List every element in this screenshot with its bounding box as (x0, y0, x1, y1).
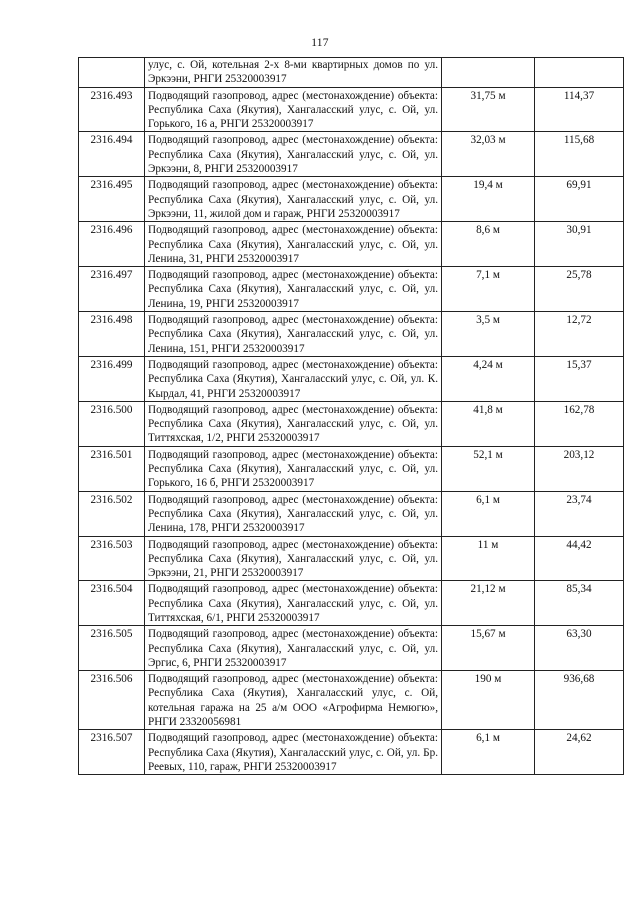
cell-length: 52,1 м (442, 446, 535, 491)
cell-description: Подводящий газопровод, адрес (местонахождение) объекта: Республика Саха (Якутия), Хангаласский улус, с. Ой, ул. К. Кырдал, 41, РНГИ 25320003917 (145, 356, 442, 401)
cell-length: 19,4 м (442, 177, 535, 222)
table-row (79, 671, 624, 730)
cell-description: улус, с. Ой, котельная 2-х 8-ми квартирных домов по ул. Эркээни, РНГИ 25320003917 (145, 58, 442, 88)
cell-id: 2316.498 (79, 312, 145, 357)
cell-value: 25,78 (535, 267, 624, 312)
table-row (79, 730, 624, 775)
cell-value: 162,78 (535, 401, 624, 446)
cell-description: Подводящий газопровод, адрес (местонахождение) объекта: Республика Саха (Якутия), Хангаласский улус, с. Ой, ул. Ленина, 19, РНГИ 25320003917 (145, 267, 442, 312)
cell-length: 3,5 м (442, 312, 535, 357)
cell-description: Подводящий газопровод, адрес (местонахождение) объекта: Республика Саха (Якутия), Хангаласский улус, с. Ой, ул. Ленина, 151, РНГИ 25320003917 (145, 312, 442, 357)
cell-length: 7,1 м (442, 267, 535, 312)
cell-id: 2316.493 (79, 87, 145, 132)
cell-description: Подводящий газопровод, адрес (местонахождение) объекта: Республика Саха (Якутия), Хангаласский улус, с. Ой, ул. Эргис, 6, РНГИ 25320003917 (145, 626, 442, 671)
cell-value: 30,91 (535, 222, 624, 267)
cell-id: 2316.505 (79, 626, 145, 671)
cell-id: 2316.502 (79, 491, 145, 536)
cell-value: 63,30 (535, 626, 624, 671)
cell-value: 12,72 (535, 312, 624, 357)
table-row (79, 132, 624, 177)
cell-id: 2316.503 (79, 536, 145, 581)
table-row (79, 222, 624, 267)
cell-length: 21,12 м (442, 581, 535, 626)
cell-id: 2316.496 (79, 222, 145, 267)
cell-description: Подводящий газопровод, адрес (местонахождение) объекта: Республика Саха (Якутия), Хангаласский улус, с. Ой, ул. Эркээни, 8, РНГИ 25320003917 (145, 132, 442, 177)
table-row (79, 581, 624, 626)
page-number: 117 (311, 37, 329, 49)
cell-length: 15,67 м (442, 626, 535, 671)
cell-length: 31,75 м (442, 87, 535, 132)
cell-description: Подводящий газопровод, адрес (местонахождение) объекта: Республика Саха (Якутия), Хангаласский улус, с. Ой, ул. Титтяхская, 6/1, РНГИ 25320003917 (145, 581, 442, 626)
cell-value: 23,74 (535, 491, 624, 536)
cell-length: 6,1 м (442, 730, 535, 775)
cell-value: 203,12 (535, 446, 624, 491)
cell-value: 114,37 (535, 87, 624, 132)
table-row (79, 626, 624, 671)
cell-value: 15,37 (535, 356, 624, 401)
asset-registry-table (78, 57, 624, 775)
cell-id: 2316.497 (79, 267, 145, 312)
cell-id: 2316.501 (79, 446, 145, 491)
cell-value: 24,62 (535, 730, 624, 775)
cell-description: Подводящий газопровод, адрес (местонахождение) объекта: Республика Саха (Якутия), Хангаласский улус, с. Ой, ул. Горького, 16 б, РНГИ 25320003917 (145, 446, 442, 491)
cell-id: 2316.494 (79, 132, 145, 177)
cell-id: 2316.506 (79, 671, 145, 730)
cell-length: 6,1 м (442, 491, 535, 536)
cell-value: 69,91 (535, 177, 624, 222)
cell-id: 2316.500 (79, 401, 145, 446)
table-row (79, 446, 624, 491)
table-row-continuation (79, 58, 624, 88)
table-row (79, 356, 624, 401)
cell-value: 44,42 (535, 536, 624, 581)
cell-value: 85,34 (535, 581, 624, 626)
cell-length: 8,6 м (442, 222, 535, 267)
cell-id: 2316.495 (79, 177, 145, 222)
cell-id (79, 58, 145, 88)
cell-description: Подводящий газопровод, адрес (местонахождение) объекта: Республика Саха (Якутия), Хангаласский улус, с. Ой, ул. Титтяхская, 1/2, РНГИ 25320003917 (145, 401, 442, 446)
cell-length: 4,24 м (442, 356, 535, 401)
table-row (79, 491, 624, 536)
cell-description: Подводящий газопровод, адрес (местонахождение) объекта: Республика Саха (Якутия), Хангаласский улус, с. Ой, ул. Ленина, 31, РНГИ 25320003917 (145, 222, 442, 267)
cell-length: 32,03 м (442, 132, 535, 177)
cell-value (535, 58, 624, 88)
table-row (79, 267, 624, 312)
cell-description: Подводящий газопровод, адрес (местонахождение) объекта: Республика Саха (Якутия), Хангаласский улус, с. Ой, ул. Бр. Реевых, 110, гараж, РНГИ 25320003917 (145, 730, 442, 775)
cell-description: Подводящий газопровод, адрес (местонахождение) объекта: Республика Саха (Якутия), Хангаласский улус, с. Ой, ул. Эркээни, 11, жилой дом и гараж, РНГИ 25320003917 (145, 177, 442, 222)
table-row (79, 401, 624, 446)
table-row (79, 177, 624, 222)
cell-length: 11 м (442, 536, 535, 581)
cell-length (442, 58, 535, 88)
cell-value: 115,68 (535, 132, 624, 177)
cell-id: 2316.504 (79, 581, 145, 626)
table-row (79, 87, 624, 132)
cell-length: 41,8 м (442, 401, 535, 446)
cell-description: Подводящий газопровод, адрес (местонахождение) объекта: Республика Саха (Якутия), Хангаласский улус, с. Ой, ул. Горького, 16 а, РНГИ 25320003917 (145, 87, 442, 132)
cell-id: 2316.507 (79, 730, 145, 775)
cell-length: 190 м (442, 671, 535, 730)
cell-value: 936,68 (535, 671, 624, 730)
table-row (79, 536, 624, 581)
table-row (79, 312, 624, 357)
cell-description: Подводящий газопровод, адрес (местонахождение) объекта: Республика Саха (Якутия), Хангаласский улус, с. Ой, котельная гаража на 25 а/м ООО «Агрофирма Немюгю», РНГИ 23320056981 (145, 671, 442, 730)
cell-description: Подводящий газопровод, адрес (местонахождение) объекта: Республика Саха (Якутия), Хангаласский улус, с. Ой, ул. Эркээни, 21, РНГИ 25320003917 (145, 536, 442, 581)
cell-id: 2316.499 (79, 356, 145, 401)
cell-description: Подводящий газопровод, адрес (местонахождение) объекта: Республика Саха (Якутия), Хангаласский улус, с. Ой, ул. Ленина, 178, РНГИ 25320003917 (145, 491, 442, 536)
